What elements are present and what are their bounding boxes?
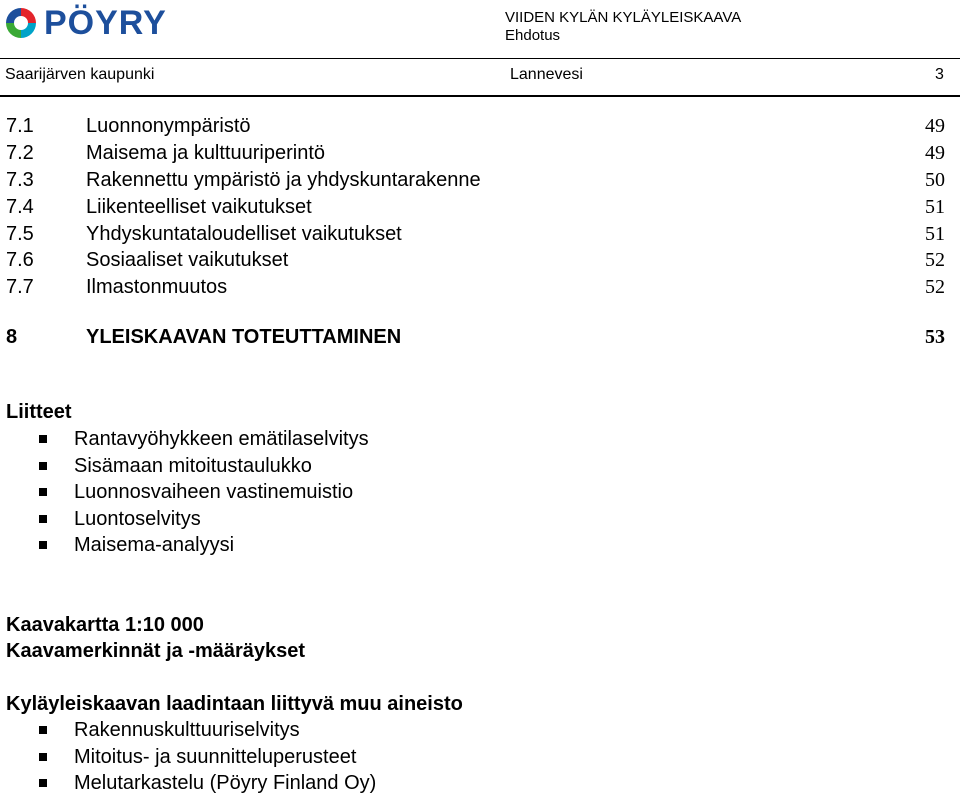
poyry-emblem-icon	[4, 6, 38, 40]
toc-page: 50	[925, 169, 945, 191]
toc-page: 51	[925, 223, 945, 245]
list-item-text: Sisämaan mitoitustaulukko	[74, 455, 312, 477]
toc-page: 49	[925, 115, 945, 137]
bullet-icon	[39, 515, 47, 523]
list-item-text: Rantavyöhykkeen emätilaselvitys	[74, 428, 369, 450]
toc-number: 7.4	[6, 196, 34, 218]
toc-row	[0, 247, 960, 273]
bullet-icon	[39, 462, 47, 470]
plan-map-heading: Kaavakartta 1:10 000	[6, 614, 204, 636]
document-status: Ehdotus	[505, 27, 561, 44]
subheader-divider	[0, 95, 960, 97]
toc-label: Rakennettu ympäristö ja yhdyskuntarakenne	[86, 169, 481, 191]
toc-row	[0, 140, 960, 166]
toc-number: 7.3	[6, 169, 34, 191]
list-item-text: Rakennuskulttuuriselvitys	[74, 719, 300, 741]
toc-chapter-page: 53	[925, 326, 945, 348]
list-item-text: Luontoselvitys	[74, 508, 201, 530]
toc-page: 52	[925, 249, 945, 271]
plan-regulations-heading: Kaavamerkinnät ja -määräykset	[6, 640, 306, 662]
toc-row	[0, 167, 960, 193]
toc-page: 49	[925, 142, 945, 164]
list-item-text: Luonnosvaiheen vastinemuistio	[74, 481, 354, 503]
list-item-text: Mitoitus- ja suunnitteluperusteet	[74, 746, 357, 768]
toc-page: 51	[925, 196, 945, 218]
document-title-block	[505, 9, 741, 45]
toc-label: Maisema ja kulttuuriperintö	[86, 142, 325, 164]
bullet-icon	[39, 726, 47, 734]
bullet-icon	[39, 435, 47, 443]
toc-page: 52	[925, 276, 945, 298]
other-material-heading: Kyläyleiskaavan laadintaan liittyvä muu aineisto	[6, 693, 463, 715]
client-name: Saarijärven kaupunki	[5, 66, 155, 83]
toc-chapter-row	[0, 324, 960, 350]
toc-chapter-label: YLEISKAAVAN TOTEUTTAMINEN	[86, 326, 402, 348]
page-number: 3	[935, 66, 944, 83]
toc-number: 7.2	[6, 142, 34, 164]
toc-label: Sosiaaliset vaikutukset	[86, 249, 289, 271]
list-item-text: Melutarkastelu (Pöyry Finland Oy)	[74, 772, 377, 794]
toc-label: Ilmastonmuutos	[86, 276, 228, 298]
header-divider	[0, 58, 960, 59]
toc-row	[0, 274, 960, 300]
bullet-icon	[39, 541, 47, 549]
toc-label: Luonnonympäristö	[86, 115, 251, 137]
toc-row	[0, 194, 960, 220]
toc-number: 7.1	[6, 115, 34, 137]
toc-number: 7.6	[6, 249, 34, 271]
toc-number: 7.5	[6, 223, 34, 245]
toc-number: 7.7	[6, 276, 34, 298]
toc-label: Liikenteelliset vaikutukset	[86, 196, 312, 218]
toc-row	[0, 221, 960, 247]
partner-name: Lannevesi	[510, 66, 583, 83]
logo-wordmark: PÖYRY	[44, 4, 167, 42]
bullet-icon	[39, 753, 47, 761]
document-title: VIIDEN KYLÄN KYLÄYLEISKAAVA	[505, 9, 742, 26]
poyry-logo	[4, 6, 167, 40]
list-item-text: Maisema-analyysi	[74, 534, 235, 556]
bullet-icon	[39, 488, 47, 496]
appendices-heading: Liitteet	[6, 401, 72, 423]
toc-row	[0, 113, 960, 139]
toc-label: Yhdyskuntataloudelliset vaikutukset	[86, 223, 402, 245]
bullet-icon	[39, 779, 47, 787]
toc-chapter-number: 8	[6, 326, 18, 348]
